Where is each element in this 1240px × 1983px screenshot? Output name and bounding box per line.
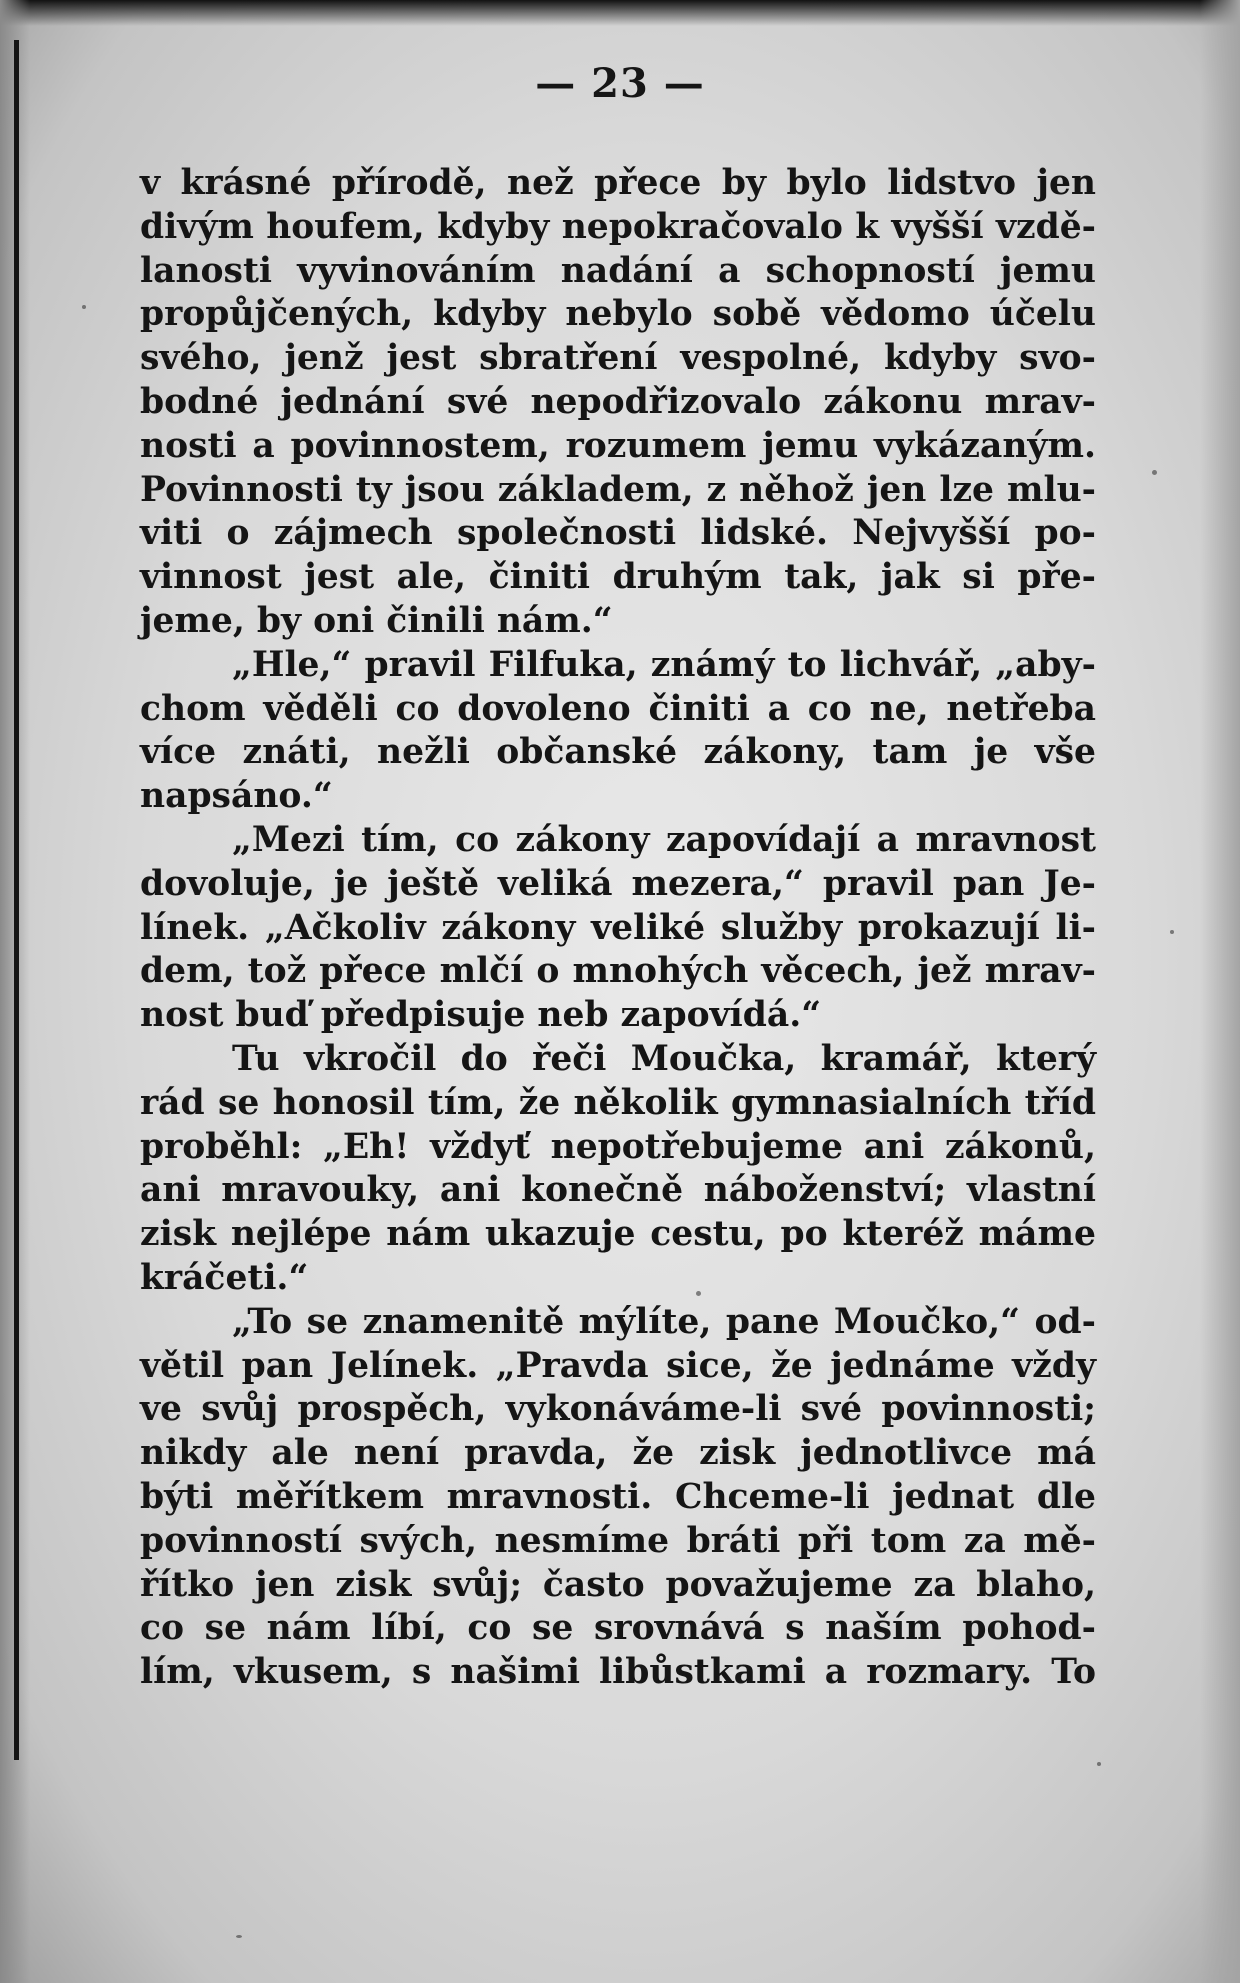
binding-edge-line [14, 40, 19, 1760]
text-line: „To se znamenitě mýlíte, pane Moučko,“ od- [232, 1301, 1096, 1342]
text-line: nikdy ale není pravda, že zisk jednotlivce má [140, 1433, 1096, 1474]
text-line: napsáno.“ [140, 776, 333, 817]
text-line: řítko jen zisk svůj; často považujeme za blaho, [140, 1564, 1096, 1605]
scan-top-shadow [0, 0, 1240, 26]
text-line: vinnost jest ale, činiti druhým tak, jak si pře- [140, 557, 1096, 598]
text-line: „Hle,“ pravil Filfuka, známý to lichvář, „aby- [232, 644, 1096, 685]
text-line: Tu vkročil do řeči Moučka, kramář, který [232, 1038, 1096, 1079]
text-line: chom věděli co dovoleno činiti a co ne, netřeba [140, 688, 1096, 729]
text-line: divým houfem, kdyby nepokračovalo k vyšší vzdě- [140, 206, 1096, 247]
text-line: v krásné přírodě, než přece by bylo lidstvo jen [140, 163, 1096, 203]
text-line: „Mezi tím, co zákony zapovídají a mravnost [232, 819, 1096, 860]
text-line: ve svůj prospěch, vykonáváme-li své povinnosti; [140, 1389, 1096, 1430]
text-line: línek. „Ačkoliv zákony veliké služby prokazují li- [140, 907, 1096, 948]
text-line: nosti a povinnostem, rozumem jemu vykázaným. [140, 425, 1096, 466]
scan-right-edge [1200, 0, 1240, 1983]
text-line: dem, tož přece mlčí o mnohých věcech, jež mrav- [140, 951, 1096, 992]
text-line: jeme, by oni činili nám.“ [140, 600, 613, 641]
paper-fleck [236, 1935, 242, 1938]
paper-fleck [82, 305, 86, 309]
text-line: více znáti, nežli občanské zákony, tam je vše [140, 732, 1096, 773]
text-line: proběhl: „Eh! vždyť nepotřebujeme ani zákonů, [140, 1126, 1096, 1167]
text-line: co se nám líbí, co se srovnává s naším pohod- [140, 1608, 1096, 1649]
paper-fleck [1152, 470, 1157, 475]
text-line: kráčeti.“ [140, 1257, 309, 1298]
text-line: býti měřítkem mravnosti. Chceme-li jednat dle [140, 1476, 1096, 1517]
paper-fleck [1097, 1762, 1101, 1766]
text-line: lím, vkusem, s našimi libůstkami a rozmary. To [140, 1652, 1096, 1693]
text-line: viti o zájmech společnosti lidské. Nejvyšší po- [140, 513, 1096, 554]
text-line: zisk nejlépe nám ukazuje cestu, po kteréž máme [140, 1214, 1096, 1255]
text-line: bodné jednání své nepodřizovalo zákonu mrav- [140, 381, 1096, 422]
text-line: povinností svých, nesmíme bráti při tom za mě- [140, 1520, 1096, 1561]
body-text [140, 162, 1096, 1695]
text-line: nost buď předpisuje neb zapovídá.“ [140, 995, 822, 1036]
text-line: svého, jenž jest sbratření vespolné, kdyby svo- [140, 338, 1096, 379]
text-line: propůjčených, kdyby nebylo sobě vědomo účelu [140, 294, 1096, 335]
text-line: dovoluje, je ještě veliká mezera,“ pravil pan Je- [140, 863, 1096, 904]
page-number: — 23 — [535, 60, 705, 107]
text-line: rád se honosil tím, že několik gymnasialních tříd [140, 1082, 1096, 1123]
text-line: lanosti vyvinováním nadání a schopností jemu [140, 250, 1096, 291]
text-line: ani mravouky, ani konečně náboženství; vlastní [140, 1170, 1096, 1211]
paper-fleck [1170, 930, 1174, 934]
text-line: Povinnosti ty jsou základem, z něhož jen lze mlu- [140, 469, 1096, 510]
text-line: větil pan Jelínek. „Pravda sice, že jednáme vždy [140, 1345, 1096, 1386]
